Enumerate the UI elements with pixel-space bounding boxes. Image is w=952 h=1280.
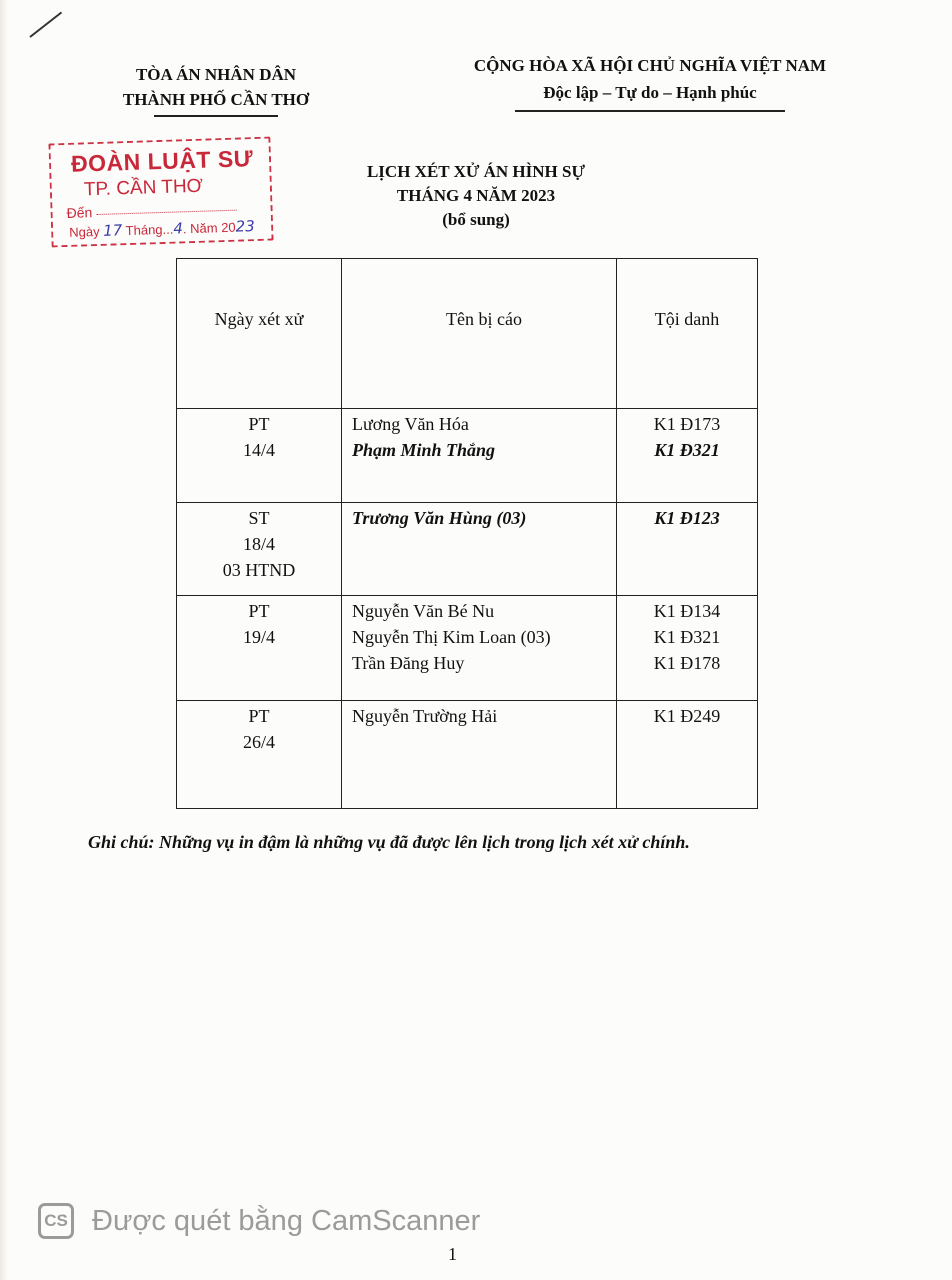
table-row: [177, 701, 758, 809]
stamp-year-handwritten: 23: [235, 217, 255, 236]
national-motto: Độc lập – Tự do – Hạnh phúc: [543, 83, 757, 102]
date-cell: PT 19/4: [177, 596, 342, 701]
stamp-city: TP. CẦN THƠ: [83, 175, 204, 201]
watermark-text: Được quét bằng CamScanner: [92, 1204, 481, 1237]
stamp-date-line: Ngày 17 Tháng...4. Năm 2023: [68, 217, 255, 240]
court-header-underline: [154, 115, 278, 117]
stamp-month-handwritten: 4: [173, 219, 184, 238]
trial-schedule-table: [176, 258, 758, 809]
national-header: [430, 52, 870, 112]
camscanner-logo-icon: CS: [38, 1203, 74, 1239]
title-line-3: (bổ sung): [442, 210, 510, 229]
court-name: TÒA ÁN NHÂN DÂN: [135, 65, 297, 84]
header-name: Tên bị cáo: [342, 259, 617, 409]
pen-mark: [29, 12, 62, 38]
received-stamp: [48, 137, 273, 248]
name-cell: Nguyễn Văn Bé Nu Nguyễn Thị Kim Loan (03) Trần Đăng Huy: [342, 596, 617, 701]
table-header-row: [177, 259, 758, 409]
header-date: Ngày xét xử: [177, 259, 342, 409]
court-header: [100, 62, 332, 117]
camscanner-watermark: [38, 1203, 480, 1239]
stamp-day-handwritten: 17: [102, 221, 123, 240]
title-line-1: LỊCH XÉT XỬ ÁN HÌNH SỰ: [366, 162, 586, 181]
crime-cell: K1 Đ123: [617, 503, 758, 596]
table-row: [177, 503, 758, 596]
name-cell: Lương Văn Hóa Phạm Minh Thắng: [342, 409, 617, 503]
table-row: [177, 409, 758, 503]
crime-cell: K1 Đ134 K1 Đ321 K1 Đ178: [617, 596, 758, 701]
national-name: CỘNG HÒA XÃ HỘI CHỦ NGHĨA VIỆT NAM: [473, 56, 827, 75]
stamp-dotted-line: [96, 210, 236, 215]
page-number: 1: [448, 1244, 457, 1264]
page-shadow-edge: [0, 0, 8, 1280]
court-city: THÀNH PHỐ CẦN THƠ: [122, 90, 310, 109]
table-row: [177, 596, 758, 701]
title-line-2: THÁNG 4 NĂM 2023: [396, 186, 556, 205]
document-title: [296, 160, 656, 232]
footnote: Ghi chú: Những vụ in đậm là những vụ đã được lên lịch trong lịch xét xử chính.: [88, 832, 690, 852]
date-cell: PT 14/4: [177, 409, 342, 503]
name-cell: Nguyễn Trường Hải: [342, 701, 617, 809]
date-cell: ST 18/4 03 HTND: [177, 503, 342, 596]
name-cell: Trương Văn Hùng (03): [342, 503, 617, 596]
national-header-underline: [515, 110, 785, 112]
stamp-received-line: Đến: [66, 200, 236, 221]
stamp-org: ĐOÀN LUẬT SƯ: [70, 145, 254, 177]
date-cell: PT 26/4: [177, 701, 342, 809]
crime-cell: K1 Đ249: [617, 701, 758, 809]
header-crime: Tội danh: [617, 259, 758, 409]
crime-cell: K1 Đ173 K1 Đ321: [617, 409, 758, 503]
